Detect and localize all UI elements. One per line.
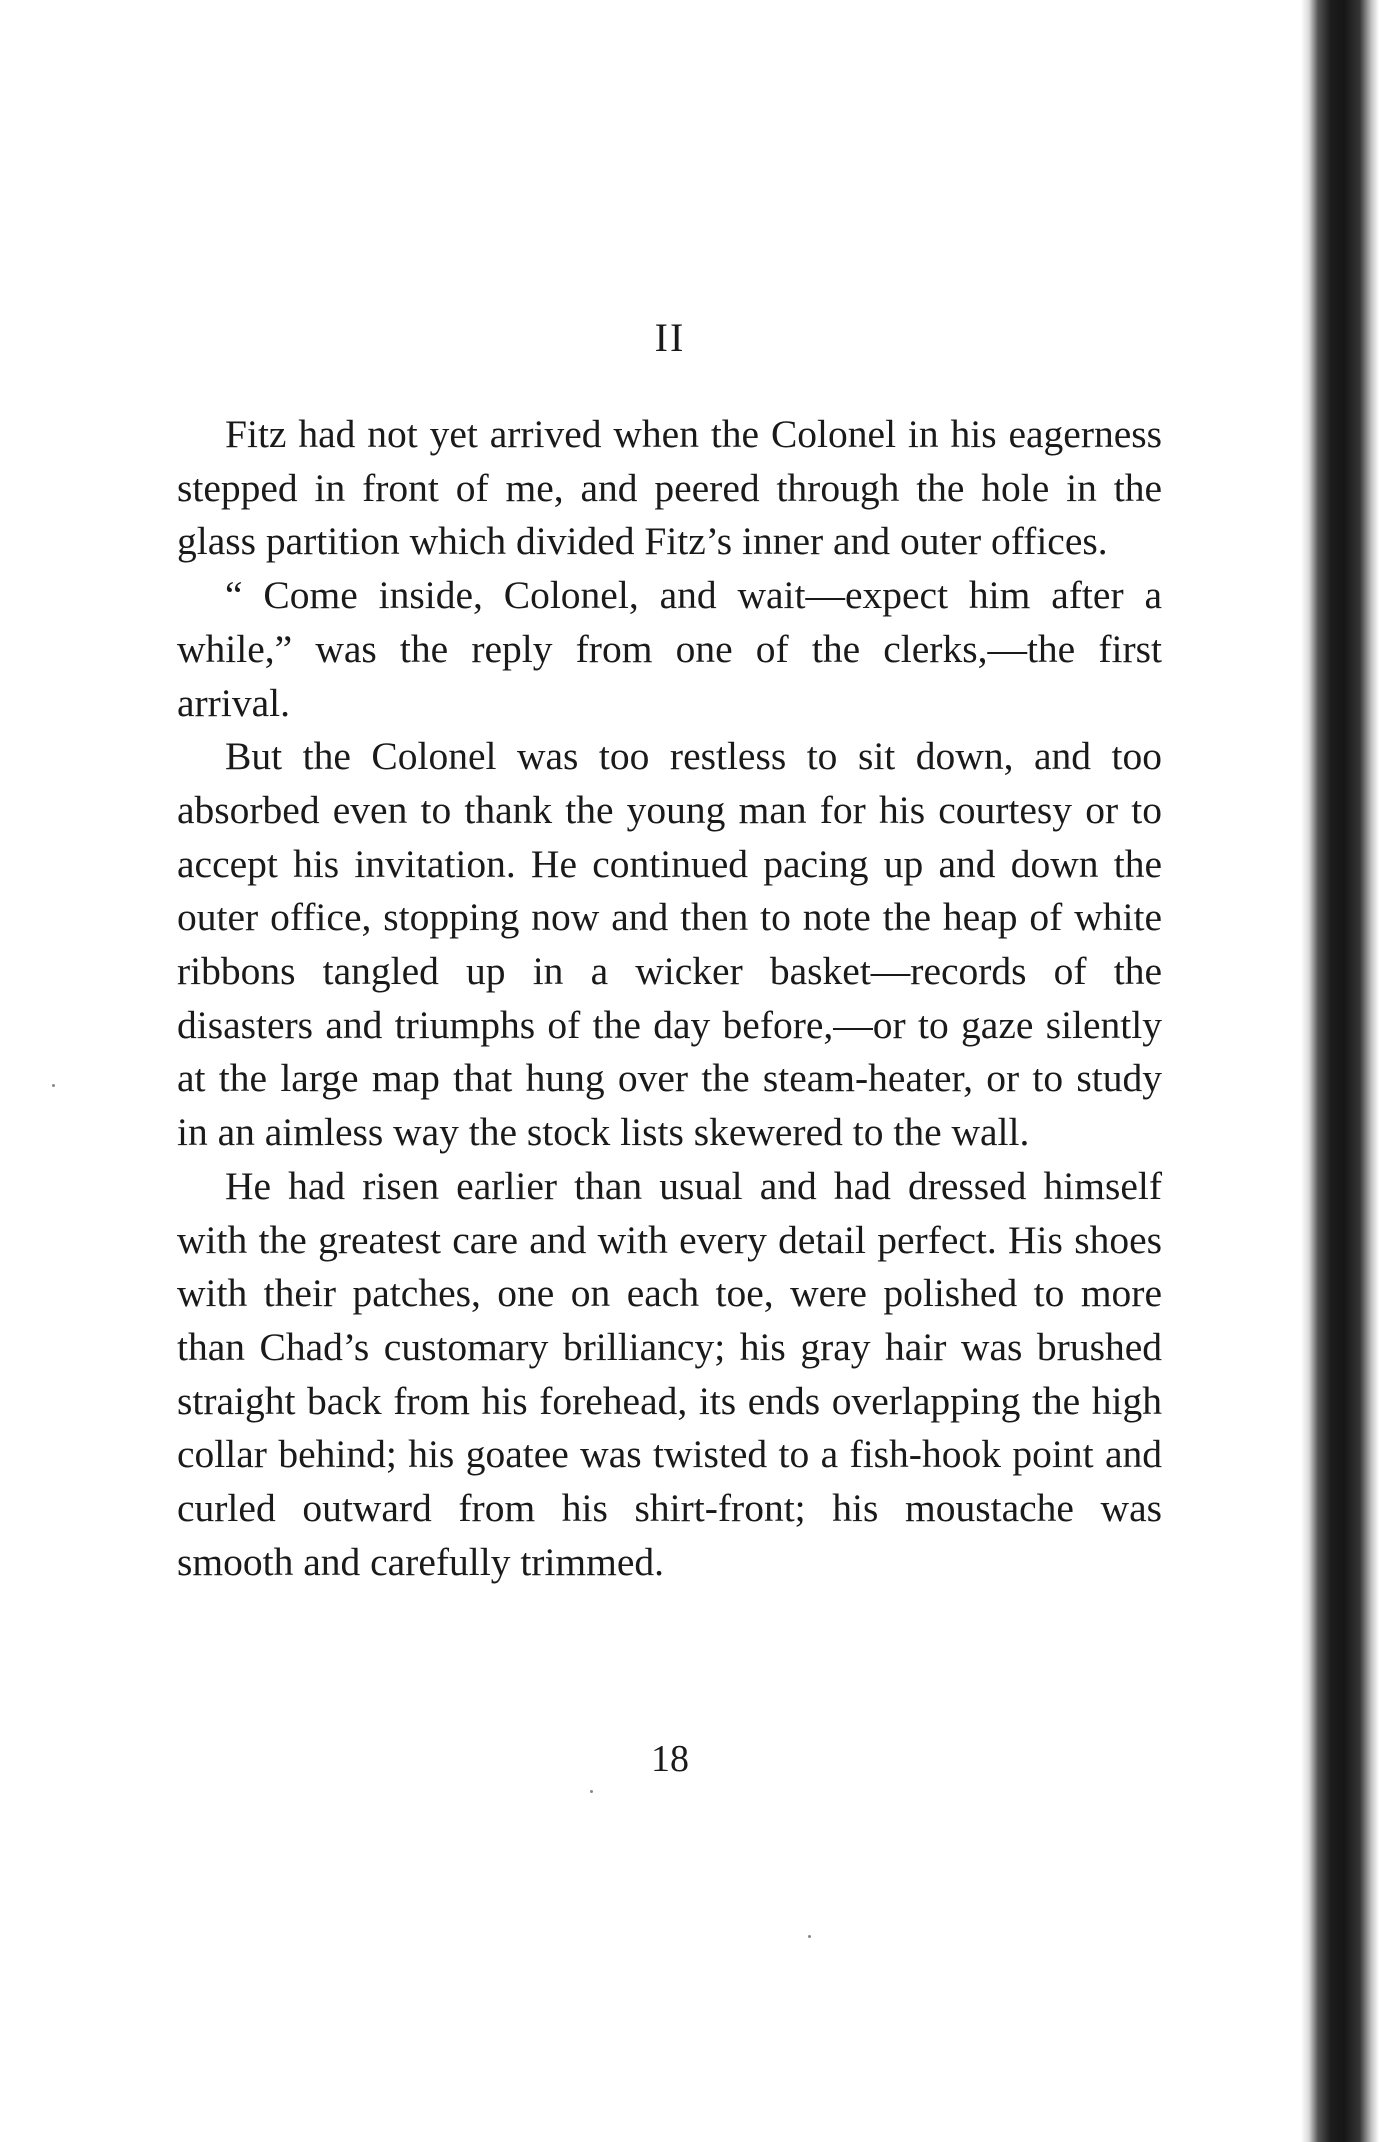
- paragraph: “ Come inside, Colonel, and wait—expect him after a while,” was the reply from one of the clerks,—the first arrival.: [177, 573, 1162, 725]
- paragraph: He had risen earlier than usual and had dressed himself with the greatest care and with every detail perfect. His shoes with their patches, one on each toe, were polished to more than Chad’s customary brilliancy; his gray hair was brushed straight back from his forehead, its ends overlapping the high collar behind; his goatee was twisted to a fish-hook point and curled outward from his shirt-front; his moustache was smooth and carefully trimmed.: [177, 1163, 1162, 1584]
- paragraph: But the Colonel was too restless to sit down, and too absorbed even to thank the young man for his courtesy or to accept his invitation. He continued pacing up and down the outer office, stopping now and then to note the heap of white ribbons tangled up in a wicker basket—records of the disasters and triumphs of the day before,—or to gaze silently at the large map that hung over the steam-heater, or to study in an aimless way the stock lists skewered to the wall.: [177, 734, 1162, 1155]
- chapter-heading: II: [654, 315, 686, 360]
- paragraph: Fitz had not yet arrived when the Colonel in his eagerness stepped in front of me, and peered through the hole in the glass partition which divided Fitz’s inner and outer offices.: [177, 412, 1162, 564]
- paper-speck: [52, 1084, 55, 1087]
- paper-speck: [808, 1935, 811, 1938]
- page-number: 18: [651, 1738, 689, 1780]
- paper-speck: [590, 1790, 593, 1793]
- body-text: [177, 408, 1162, 1589]
- binding-shadow: [1301, 0, 1379, 2142]
